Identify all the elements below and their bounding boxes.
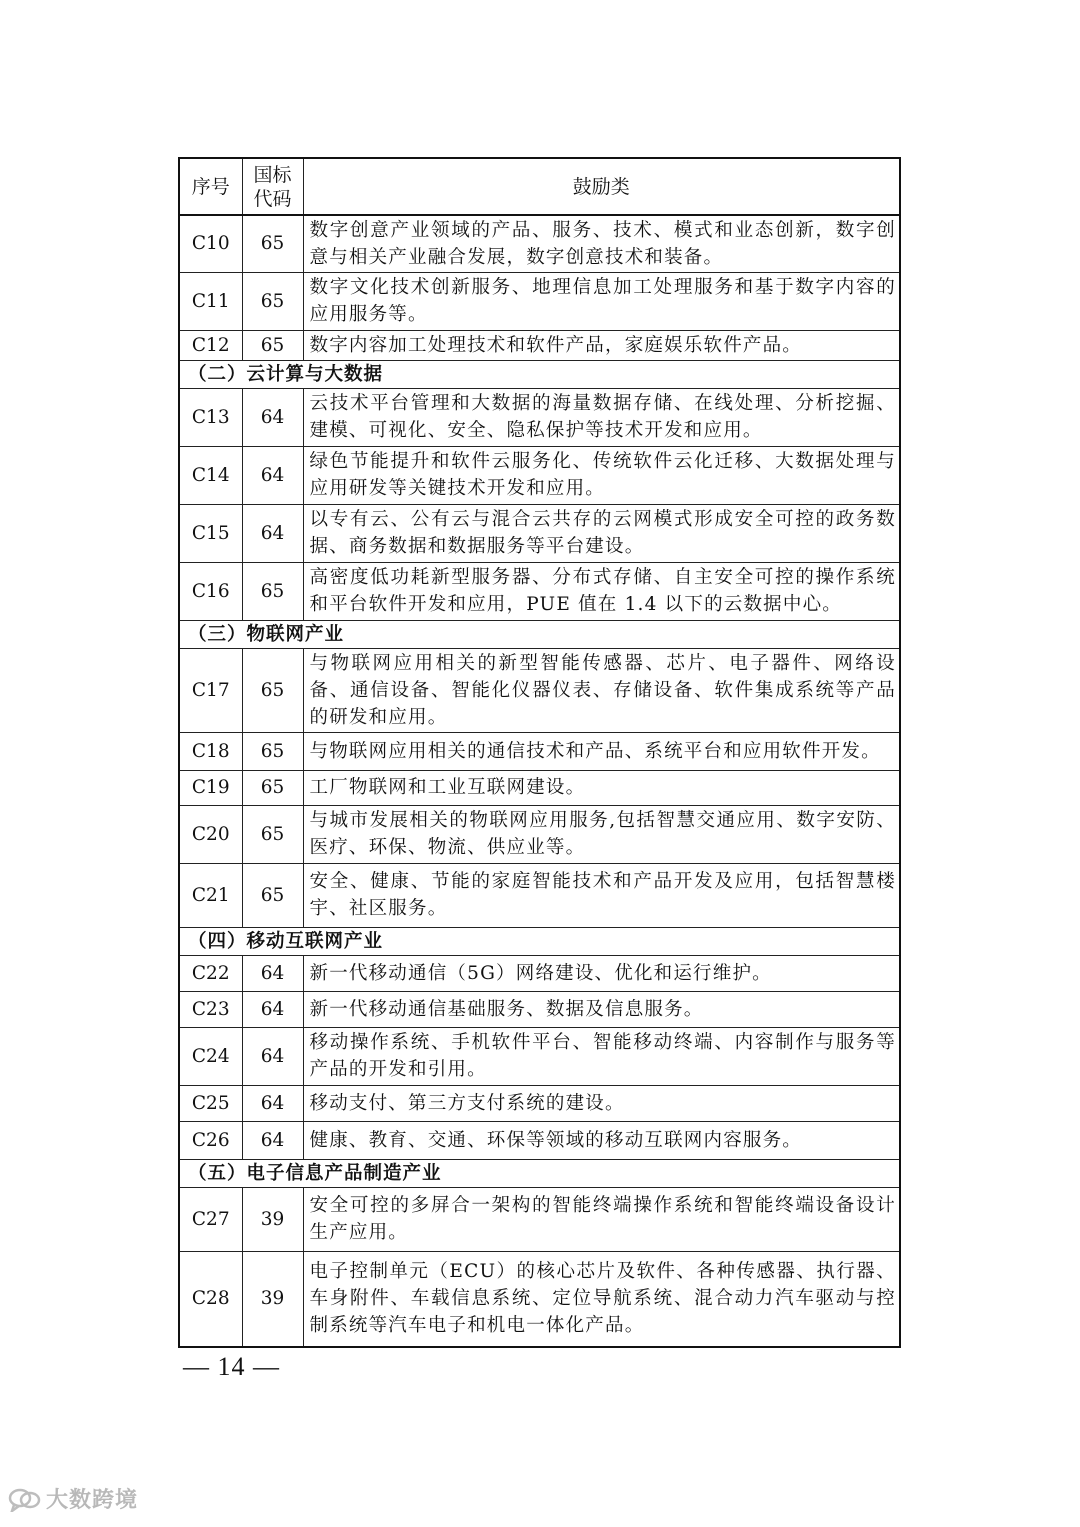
row-description: 新一代移动通信（5G）网络建设、优化和运行维护。 bbox=[303, 955, 900, 991]
table-row bbox=[179, 732, 900, 770]
row-description: 数字文化技术创新服务、地理信息加工处理服务和基于数字内容的应用服务等。 bbox=[303, 272, 900, 330]
row-seq: C11 bbox=[179, 272, 242, 330]
table-row bbox=[179, 805, 900, 863]
header-national-code: 国标 代码 bbox=[242, 158, 303, 215]
table-header-row bbox=[179, 158, 900, 215]
row-description: 数字创意产业领域的产品、服务、技术、模式和业态创新，数字创意与相关产业融合发展，数字创意技术和装备。 bbox=[303, 215, 900, 272]
table-row bbox=[179, 272, 900, 330]
row-national-code: 65 bbox=[242, 648, 303, 732]
row-seq: C28 bbox=[179, 1251, 242, 1347]
row-seq: C27 bbox=[179, 1187, 242, 1251]
section-title: （二）云计算与大数据 bbox=[179, 360, 900, 388]
row-seq: C15 bbox=[179, 504, 242, 562]
table-row bbox=[179, 388, 900, 446]
row-national-code: 65 bbox=[242, 863, 303, 927]
row-seq: C21 bbox=[179, 863, 242, 927]
table-row bbox=[179, 770, 900, 805]
row-seq: C25 bbox=[179, 1085, 242, 1121]
row-description: 与物联网应用相关的通信技术和产品、系统平台和应用软件开发。 bbox=[303, 732, 900, 770]
row-description: 高密度低功耗新型服务器、分布式存储、自主安全可控的操作系统和平台软件开发和应用，PUE 值在 1.4 以下的云数据中心。 bbox=[303, 562, 900, 620]
row-seq: C12 bbox=[179, 330, 242, 360]
row-seq: C14 bbox=[179, 446, 242, 504]
row-description: 移动支付、第三方支付系统的建设。 bbox=[303, 1085, 900, 1121]
row-seq: C23 bbox=[179, 991, 242, 1027]
table-row bbox=[179, 1187, 900, 1251]
row-national-code: 65 bbox=[242, 732, 303, 770]
row-national-code: 64 bbox=[242, 1027, 303, 1085]
table-row bbox=[179, 504, 900, 562]
row-description: 健康、教育、交通、环保等领域的移动互联网内容服务。 bbox=[303, 1121, 900, 1159]
row-description: 与物联网应用相关的新型智能传感器、芯片、电子器件、网络设备、通信设备、智能化仪器仪表、存储设备、软件集成系统等产品的研发和应用。 bbox=[303, 648, 900, 732]
table-row bbox=[179, 955, 900, 991]
row-seq: C16 bbox=[179, 562, 242, 620]
row-seq: C26 bbox=[179, 1121, 242, 1159]
row-seq: C20 bbox=[179, 805, 242, 863]
row-description: 以专有云、公有云与混合云共存的云网模式形成安全可控的政务数据、商务数据和数据服务等平台建设。 bbox=[303, 504, 900, 562]
row-seq: C13 bbox=[179, 388, 242, 446]
header-seq: 序号 bbox=[179, 158, 242, 215]
table-row bbox=[179, 215, 900, 272]
row-seq: C24 bbox=[179, 1027, 242, 1085]
row-description: 移动操作系统、手机软件平台、智能移动终端、内容制作与服务等产品的开发和引用。 bbox=[303, 1027, 900, 1085]
section-row bbox=[179, 1159, 900, 1187]
header-encouraged-category: 鼓励类 bbox=[303, 158, 900, 215]
page-number: — 14 — bbox=[183, 1352, 280, 1381]
row-description: 安全、健康、节能的家庭智能技术和产品开发及应用，包括智慧楼宇、社区服务。 bbox=[303, 863, 900, 927]
watermark-text: 大数跨境 bbox=[46, 1488, 139, 1513]
row-national-code: 64 bbox=[242, 991, 303, 1027]
row-national-code: 64 bbox=[242, 446, 303, 504]
row-seq: C17 bbox=[179, 648, 242, 732]
row-description: 数字内容加工处理技术和软件产品，家庭娱乐软件产品。 bbox=[303, 330, 900, 360]
row-national-code: 64 bbox=[242, 1085, 303, 1121]
policy-table bbox=[178, 157, 901, 1348]
table-row bbox=[179, 991, 900, 1027]
table-row bbox=[179, 330, 900, 360]
row-national-code: 64 bbox=[242, 1121, 303, 1159]
row-seq: C10 bbox=[179, 215, 242, 272]
row-description: 云技术平台管理和大数据的海量数据存储、在线处理、分析挖掘、建模、可视化、安全、隐私保护等技术开发和应用。 bbox=[303, 388, 900, 446]
row-national-code: 65 bbox=[242, 770, 303, 805]
table-row bbox=[179, 1085, 900, 1121]
table-row bbox=[179, 1121, 900, 1159]
table-row bbox=[179, 863, 900, 927]
row-seq: C19 bbox=[179, 770, 242, 805]
table-row bbox=[179, 648, 900, 732]
row-national-code: 64 bbox=[242, 388, 303, 446]
watermark bbox=[8, 1483, 138, 1514]
section-row bbox=[179, 360, 900, 388]
row-national-code: 65 bbox=[242, 272, 303, 330]
row-description: 新一代移动通信基础服务、数据及信息服务。 bbox=[303, 991, 900, 1027]
row-national-code: 65 bbox=[242, 330, 303, 360]
section-row bbox=[179, 927, 900, 955]
row-description: 工厂物联网和工业互联网建设。 bbox=[303, 770, 900, 805]
section-row bbox=[179, 620, 900, 648]
row-national-code: 64 bbox=[242, 504, 303, 562]
row-national-code: 64 bbox=[242, 955, 303, 991]
table-body bbox=[179, 215, 900, 1347]
row-description: 绿色节能提升和软件云服务化、传统软件云化迁移、大数据处理与应用研发等关键技术开发和应用。 bbox=[303, 446, 900, 504]
row-seq: C18 bbox=[179, 732, 242, 770]
row-national-code: 65 bbox=[242, 215, 303, 272]
row-national-code: 39 bbox=[242, 1187, 303, 1251]
section-title: （五）电子信息产品制造产业 bbox=[179, 1159, 900, 1187]
row-seq: C22 bbox=[179, 955, 242, 991]
row-national-code: 65 bbox=[242, 805, 303, 863]
table-row bbox=[179, 1027, 900, 1085]
chat-bubble-logo-icon bbox=[8, 1486, 42, 1512]
table-row bbox=[179, 562, 900, 620]
section-title: （四）移动互联网产业 bbox=[179, 927, 900, 955]
row-national-code: 65 bbox=[242, 562, 303, 620]
row-description: 安全可控的多屏合一架构的智能终端操作系统和智能终端设备设计生产应用。 bbox=[303, 1187, 900, 1251]
row-description: 电子控制单元（ECU）的核心芯片及软件、各种传感器、执行器、车身附件、车载信息系统、定位导航系统、混合动力汽车驱动与控制系统等汽车电子和机电一体化产品。 bbox=[303, 1251, 900, 1347]
row-national-code: 39 bbox=[242, 1251, 303, 1347]
table-row bbox=[179, 1251, 900, 1347]
section-title: （三）物联网产业 bbox=[179, 620, 900, 648]
row-description: 与城市发展相关的物联网应用服务,包括智慧交通应用、数字安防、医疗、环保、物流、供应业等。 bbox=[303, 805, 900, 863]
table-row bbox=[179, 446, 900, 504]
